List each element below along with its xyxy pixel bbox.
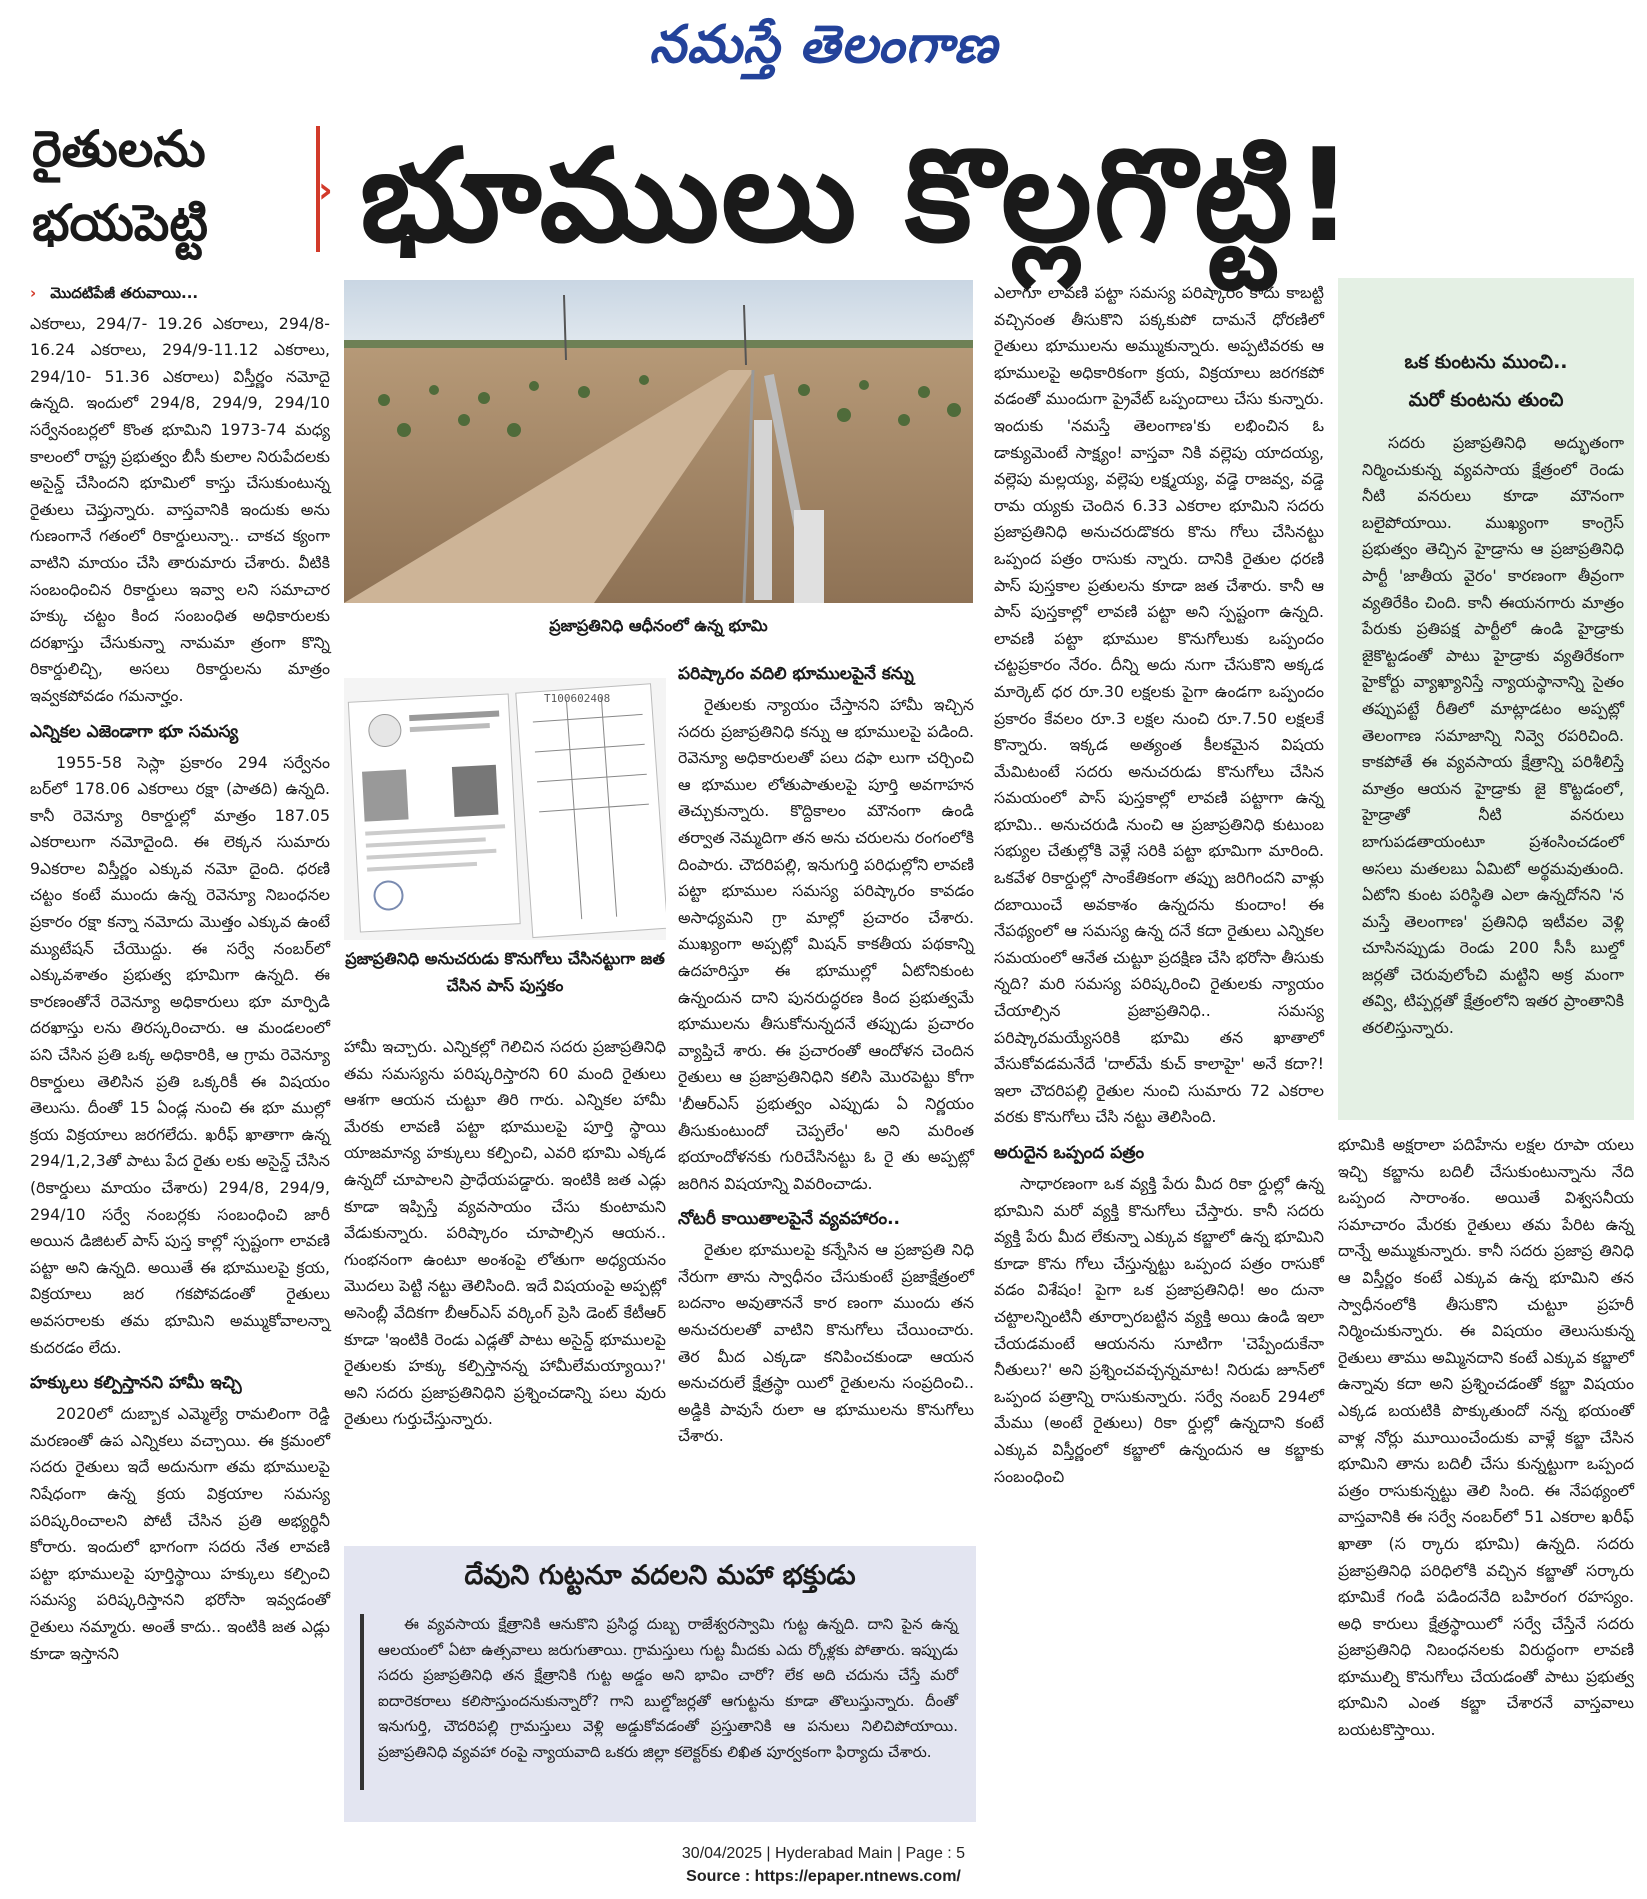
paragraph: భూమికి అక్షరాలా పదిహేను లక్షల రూపా యలు ఇచ్చి కబ్జాను బదిలీ చేసుకుంటున్నాను నేది ఒప్పంద సారాంశం. అయితే విశ్వసనీయ సమాచారం మేరకు రైతులు తమ పేరిట ఉన్న దాన్నే అమ్ముకున్నారు. కానీ సదరు ప్రజాప్ర తినిధి ఆ విస్తీర్ణం కంటే ఎక్కువ ఉన్న భూమిని తన స్వాధీనంలోకి తీసుకొని చుట్టూ ప్రహరీ నిర్మించుకున్నారు. ఈ విషయం తెలుసుకున్న రైతులు తాము అమ్మినదాని కంటే ఎక్కువ కబ్జాలో ఉన్నావు కదా అని ప్రశ్నించడంతో కబ్జా విషయం ఎక్కడ బయటికి పొక్కుతుందో నన్న భయంతో వాళ్ల నోర్లు మూయించేందుకు వాళ్లే కబ్జా చేసిన భూమిని తాను బదిలీ చేసు కున్నట్టుగా ఒప్పంద పత్రం రాసుకున్నట్టు తెలి సింది. ఈ నేపథ్యంలో వాస్తవానికి ఈ సర్వే నంబర్‌లో 51 ఎకరాల ఖరీఫ్ ఖాతా (స ర్కారు భూమి) ఉన్నది. సదరు ప్రజాప్రతినిధి పరిధిలోకి వచ్చిన కబ్జాతో సర్కారు భూమికే గండి పడిందనేది బహిరంగ రహస్యం. అధి కారులు క్షేత్రస్థాయిలో సర్వే చేస్తేనే సదరు ప్రజాప్రతినిధి నిబంధనలకు విరుద్ధంగా లావణి భూముల్ని కొనుగోలు చేయడంతో పాటు ప్రభుత్వ భూమిని ఎంత కబ్జా చేశారనే వాస్తవాలు బయటకొస్తాయి. bbox=[1338, 1135, 1634, 1740]
footer-edition-line: 30/04/2025 | Hyderabad Main | Page : 5 bbox=[681, 1845, 966, 1862]
paragraph: రైతులకు న్యాయం చేస్తానని హామీ ఇచ్చిన సదరు ప్రజాప్రతినిధి కన్ను ఆ భూములపై పడింది. రెవెన్యూ అధికారులతో పలు దఫా లుగా చర్చించి ఆ భూముల లోతుపాతులపై పూర్తి అవగాహన తెచ్చుకున్నారు. కొద్దికాలం మౌనంగా ఉండి తర్వాత నెమ్మదిగా తన అను చరులను రంగంలోకి దింపారు. చౌదరిపల్లి, ఇనుగుర్తి పరిధుల్లోని లావణి పట్టా భూముల సమస్య పరిష్కారం కావడం అసాధ్యమని గ్రా మాల్లో ప్రచారం చేశారు. ముఖ్యంగా అప్పట్లో మిషన్ కాకతీయ పథకాన్ని ఉదహరిస్తూ ఈ భూముల్లో ఏటోనికుంట ఉన్నందున దాని పునరుద్ధరణ కింద ప్రభుత్వమే భూములను తీసుకోనున్నదనే తప్పుడు ప్రచారం వ్యాప్తిచే శారు. ఈ ప్రచారంతో ఆందోళన చెందిన రైతులు ఆ ప్రజాప్రతినిధిని కలిసి మొరపెట్టు కోగా 'బీఆర్‌ఎస్ ప్రభుత్వం ఎప్పుడు ఏ నిర్ణయం తీసుకుంటుందో చెప్పలేం' అని మరింత భయాందోళనకు గురిచేసినట్టు ఓ రై తు అప్పట్లో జరిగిన విషయాన్ని వివరించాడు. bbox=[678, 695, 974, 1193]
sidebar-story bbox=[1338, 278, 1634, 1120]
paragraph: 1955-58 సెస్లా ప్రకారం 294 సర్వేనం బర్‌లో 178.06 ఎకరాలు రక్షా (పాతది) ఉన్నది. కానీ రెవెన్యూ రికార్డుల్లో మాత్రం 187.05 ఎకరాలుగా నమోదైంది. ఈ లెక్కన సుమారు 9ఎకరాల విస్తీర్ణం ఎక్కువ నమో దైంది. ధరణి చట్టం కంటే ముందు ఉన్న రెవెన్యూ నిబంధనల ప్రకారం రక్షా కన్నా నమోదు మొత్తం ఎక్కువ ఉంటే మ్యుటేషన్ చేయొద్దు. ఈ సర్వే నంబర్‌లో ఎక్కువశాతం ప్రభుత్వ భూమిగా ఉన్నది. ఈ కారణంతోనే రెవెన్యూ అధికారులు భూ మార్పిడి దరఖాస్తు లను తిరస్కరించారు. ఆ మండలంలో పని చేసిన ప్రతి ఒక్క అధికారికి, ఆ గ్రామ రెవెన్యూ రికార్డులు తెలిసిన ప్రతి ఒక్కరికీ ఈ విషయం తెలుసు. దీంతో 15 ఏండ్ల నుంచి ఈ భూ ముల్లో క్రయ విక్రయాలు జరగలేదు. ఖరీఫ్ ఖాతాగా ఉన్న 294/1,2,3తో పాటు పేద రైతు లకు అసైన్డ్ చేసిన (రికార్డులు మాయం చేశారు) 294/8, 294/9, 294/10 సర్వే నంబర్లకు సంబంధించి జారీ అయిన డిజిటల్ పాస్ పుస్త కాల్లో స్పష్టంగా లావణి పట్టా అని ఉన్నది. అయితే ఈ భూములపై క్రయ, విక్రయాలు జర గకపోవడంతో రైతులు అవసరాలకు తమ భూమిని అమ్ముకోవాలన్నా కుదరడం లేదు. bbox=[30, 752, 330, 1357]
subheading: పరిష్కారం వదిలి భూములపైనే కన్ను bbox=[678, 664, 914, 684]
subheading: హక్కులు కల్పిస్తానని హామీ ఇచ్చి bbox=[30, 1373, 242, 1394]
photo-caption: ప్రజాప్రతినిధి అనుచరుడు కొనుగోలు చేసినట్టుగా జత చేసిన పాస్ పుస్తకం bbox=[345, 949, 665, 995]
footer-source-link[interactable]: Source : https://epaper.ntnews.com/ bbox=[686, 1868, 961, 1885]
paragraph: ఎలాగూ లావణి పట్టా సమస్య పరిష్కారం కాదు కాబట్టి వచ్చినంత తీసుకొని పక్కకుపో దామనే ధోరణిలో రైతులు భూములను అమ్ముకున్నారు. అప్పటివరకు ఆ భూములపై అధికారికంగా క్రయ, విక్రయాలు జరగకపో వడంతో ముందుగా ప్రైవేట్ ఒప్పందాలు చేసు కున్నారు. ఇందుకు 'నమస్తే తెలంగాణ'కు లభించిన ఓ డాక్యుమెంటే సాక్ష్యం! వాస్తవా నికి వల్లెపు యాదయ్య, వల్లెపు మల్లయ్య, వల్లెపు లక్ష్మయ్య, వడ్డె రాజవ్వ, వడ్డె రామ య్యకు చెందిన 6.33 ఎకరాల భూమిని సదరు ప్రజాప్రతినిధి అనుచరుడొకరు కొను గోలు చేసినట్టు ఒప్పంద పత్రం రాసుకు న్నారు. దానికి రైతుల ధరణి పాస్ పుస్తకాల ప్రతులను కూడా జత చేశారు. కానీ ఆ పాస్ పుస్తకాల్లో లావణి పట్టా అని స్పష్టంగా ఉన్నది. లావణి పట్టా భూముల కొనుగోలుకు ఒప్పందం చట్టప్రకారం నేరం. దీన్ని అదు నుగా చేసుకొని అక్కడ మార్కెట్ ధర రూ.30 లక్షలకు పైగా ఉండగా ఒప్పందం ప్రకారం కేవలం రూ.3 లక్షల నుంచి రూ.7.50 లక్షలకే కొన్నారు. ఇక్కడ అత్యంత కీలకమైన విషయ మేమిటంటే సదరు అనుచరుడు కొనుగోలు చేసిన సమయంలో పాస్ పుస్తకాల్లో లావణి పట్టాగా ఉన్న భూమి.. అనుచరుడి నుంచి ఆ ప్రజాప్రతినిధి కుటుంబ సభ్యుల చేతుల్లోకి వెళ్లే సరికి పట్టా భూమిగా మారింది. ఒకవేళ రికార్డుల్లో సాంకేతికంగా తప్పు జరిగిందని వాళ్లు దబాయించే అవకాశం ఉన్నదను కుందాం! ఈ నేపథ్యంలో ఆ సమస్య ఉన్న దనే కదా రైతులు ఎన్నికల సమయంలో ఆనేత చుట్టూ ప్రదక్షిణ చేసి భరోసా తీసుకు న్నది? మరి సమస్య పరిష్కరించి రైతులకు న్యాయం చేయాల్సిన ప్రజాప్రతినిధి.. సమస్య పరిష్కారమయ్యేసరికి భూమి తన ఖాతాలో వేసుకోవడమనేదే 'దాల్‌మే కుచ్ కాలాహై' అనే కదా?! ఇలా చౌదరిపల్లి రైతుల నుంచి సుమారు 72 ఎకరాల వరకు కొనుగోలు చేసి నట్టు తెలిసింది. bbox=[994, 283, 1324, 1127]
sidebar-title: ఒక కుంటను ముంచి.. bbox=[1404, 351, 1568, 373]
paragraph: 2020లో దుబ్బాక ఎమ్మెల్యే రామలింగా రెడ్డి మరణంతో ఉప ఎన్నికలు వచ్చాయి. ఈ క్రమంలో సదరు రైతులు ఇదే అదునుగా తమ భూములపై నిషేధంగా ఉన్న క్రయ విక్రయాల సమస్య పరిష్కరించాలని పోటీ చేసిన ప్రతి అభ్యర్థినీ కోరారు. ఇందులో భాగంగా సదరు నేత లావణి పట్టా భూములపై పూర్తిస్థాయి హక్కులు కల్పించి సమస్య పరిష్కరిస్తానని భరోసా ఇవ్వడంతో రైతులు నమ్మారు. అంతే కాదు.. ఇంటికి జత ఎడ్లు కూడా ఇస్తానని bbox=[30, 1404, 330, 1663]
masthead-logo: నమస్తే తెలంగాణ bbox=[649, 14, 998, 75]
paragraph: ఎకరాలు, 294/7- 19.26 ఎకరాలు, 294/8-16.24 ఎకరాలు, 294/9-11.12 ఎకరాలు, 294/10- 51.36 ఎకరాలు) విస్తీర్ణం నమోదై ఉన్నది. ఇందులో 294/8, 294/9, 294/10 సర్వేనంబర్లలో కొంత భూమిని 1973-74 మధ్య కాలంలో రాష్ట్ర ప్రభుత్వం బీసీ కులాల నిరుపేదలకు అసైన్డ్ చేసిందని భూమిలో కాస్తు చేసుకుంటున్న రైతులు చెప్తున్నారు. వాస్తవానికి ఇందుకు అను గుణంగానే గతంలో రికార్డులున్నా.. చాకచ క్యంగా వాటిని మాయం చేసి తారుమారు చేశారు. వీటికి సంబంధించిన రికార్డులు ఇవ్వా లని సమాచార హక్కు చట్టం కింద సంబంధిత అధికారులకు దరఖాస్తు చేసుకున్నా నామమా త్రంగా కొన్ని రికార్డులిచ్చి, అసలు రికార్డులను మాత్రం ఇవ్వకపోవడం గమనార్హం. bbox=[30, 313, 330, 705]
sidebar-subtitle: మరో కుంటను తుంచి bbox=[1408, 389, 1564, 411]
document-serial: T100602408 bbox=[544, 692, 611, 705]
subheading: ఎన్నికల ఎజెండాగా భూ సమస్య bbox=[30, 721, 239, 742]
paragraph: హామీ ఇచ్చారు. ఎన్నికల్లో గెలిచిన సదరు ప్రజాప్రతినిధి తమ సమస్యను పరిష్కరిస్తారని 60 మంది రైతులు ఆశగా ఆయన చుట్టూ తిరి గారు. ఎన్నికల హామీ మేరకు లావణి పట్టా భూములపై పూర్తి స్థాయి యాజమాన్య హక్కులు కల్పించి, ఎవరి భూమి ఎక్కడ ఉన్నదో చూపాలని ప్రాధేయపడ్డారు. ఇంటికి జత ఎడ్లు కూడా ఇప్పిస్తే వ్యవసాయం చేసు కుంటామని వేడుకున్నారు. పరిష్కారం చూపాల్సిన ఆయన.. గుంభనంగా ఉంటూ అంశంపై లోతుగా అధ్యయనం మొదలు పెట్టి నట్టు తెలిసింది. ఇదే విషయంపై అప్పట్లో అసెంబ్లీ వేదికగా బీఆర్‌ఎస్ వర్కింగ్ ప్రెసి డెంట్ కేటీఆర్ కూడా 'ఇంటికి రెండు ఎడ్లతో పాటు అసైన్డ్ భూములపై రైతులకు హక్కు కల్పిస్తానన్న హామీలేమయ్యాయి?' అని సదరు ప్రజాప్రతినిధిని ప్రశ్నించడాన్ని పలు వురు రైతులు గుర్తుచేస్తున్నారు. bbox=[344, 1037, 666, 1429]
box-accent-bar bbox=[360, 1614, 364, 1790]
paragraph: ఈ వ్యవసాయ క్షేత్రానికి ఆనుకొని ప్రసిద్ధ దుబ్బ రాజేశ్వరస్వామి గుట్ట ఉన్నది. దాని పైన ఉన్న ఆలయంలో ఏటా ఉత్సవాలు జరుగుతాయి. గ్రామస్తులు గుట్ట మీదకు ఎదు ర్కోళ్లకు పోతారు. ఇప్పుడు సదరు ప్రజాప్రతినిధి తన క్షేత్రానికి గుట్ట అడ్డం అని భావిం చారో? లేక అది చదును చేస్తే మరో ఐదారెకరాలు కలిసొస్తుందనుకున్నారో? గాని బుల్డోజర్లతో ఆగుట్టను కూడా తొలుస్తున్నారు. దీంతో ఇనుగుర్తి, చౌదరిపల్లి గ్రామస్తులు వెళ్లి అడ్డుకోవడంతో ప్రస్తుతానికి ఆ పనులు నిలిచిపోయాయి. ప్రజాప్రతినిధి వ్యవహా రంపై న్యాయవాది ఒకరు జిల్లా కలెక్టర్‌కు లిఖిత పూర్వకంగా ఫిర్యాదు చేశారు. bbox=[378, 1615, 958, 1761]
continued-label: మొదటిపేజీ తరువాయి... bbox=[50, 284, 199, 302]
chevron-right-icon: › bbox=[30, 284, 37, 302]
photo-caption: ప్రజాప్రతినిధి ఆధీనంలో ఉన్న భూమి bbox=[549, 616, 768, 635]
article-column-1 bbox=[30, 280, 330, 1671]
box-title: దేవుని గుట్టనూ వదలని మహా భక్తుడు bbox=[464, 1560, 856, 1591]
farmland-photo bbox=[344, 280, 973, 603]
paragraph: రైతుల భూములపై కన్నేసిన ఆ ప్రజాప్రతి నిధి నేరుగా తాను స్వాధీనం చేసుకుంటే ప్రజాక్షేత్రంలో బదనాం అవుతాననే కార ణంగా ముందు తన అనుచరులతో వాటిని కొనుగోలు చేయించారు. తెర మీద ఎక్కడా కనిపించకుండా ఆయన అనుచరులే క్షేత్రస్థా యిలో రైతులను సంప్రదించి.. అడ్డికి పావుసే రులా ఆ భూములను కొనుగోలు చేశారు. bbox=[678, 1240, 974, 1446]
boxed-story bbox=[344, 1546, 976, 1822]
box-body bbox=[378, 1612, 958, 1769]
paragraph: సాధారణంగా ఒక వ్యక్తి పేరు మీద రికా ర్డుల్లో ఉన్న భూమిని మరో వ్యక్తి కొనుగోలు చేస్తారు. కానీ సదరు వ్యక్తి పేరు మీద లేకున్నా ఎక్కువ కబ్జాలో ఉన్న భూమిని కూడా కొను గోలు చేస్తున్నట్టు ఒప్పంద పత్రం రాసుకో వడం విశేషం! పైగా ఒక ప్రజాప్రతినిధి! అం దునా చట్టాలన్నింటినీ తూర్పారబట్టిన వ్యక్తి అయి ఉండి ఇలా చేయడమంటే ఆయనను సూటిగా 'చెప్పేందుకేనా నీతులు?' అని ప్రశ్నించవచ్చన్నమాట! నిరుడు జూన్‌లో ఒప్పంద పత్రాన్ని రాసుకున్నారు. సర్వే నంబర్ 294లో మేము (అంటే రైతులు) రికా ర్డుల్లో ఉన్నదాని కంటే ఎక్కువ విస్తీర్ణంలో కబ్జాలో ఉన్నందున ఆ కబ్జాకు సంబంధించి bbox=[994, 1174, 1324, 1486]
subheading: నోటరీ కాయితాలపైనే వ్యవహారం.. bbox=[678, 1209, 900, 1230]
passbook-photo bbox=[344, 678, 666, 940]
chevron-right-icon: › bbox=[318, 170, 333, 211]
sidebar-body bbox=[1362, 430, 1624, 1046]
article-column-4 bbox=[994, 280, 1324, 1494]
article-column-3 bbox=[678, 662, 974, 1454]
paragraph: సదరు ప్రజాప్రతినిధి అద్భుతంగా నిర్మించుకున్న వ్యవసాయ క్షేత్రంలో రెండు నీటి వనరులు కూడా మౌనంగా బలైపోయాయి. ముఖ్యంగా కాంగ్రెస్ ప్రభుత్వం తెచ్చిన హైడ్రాను ఆ ప్రజాప్రతినిధి పార్టీ 'జాతీయ వైరం' కారణంగా తీవ్రంగా వ్యతిరేకిం చింది. కానీ ఈయనగారు మాత్రం పేరుకు ప్రతిపక్ష పార్టీలో ఉండి హైడ్రాకు జైకొట్టడంతో పాటు హైడ్రాకు వ్యతిరేకంగా హైకోర్టు వ్యాఖ్యానిస్తే న్యాయస్థానాన్ని సైతం తప్పుపట్టే రీతిలో మాట్లాడటం అప్పట్లో తెలంగాణ సమాజాన్ని నివ్వె రపరిచింది. కాకపోతే ఈ వ్యవసాయ క్షేత్రాన్ని పరిశీలిస్తే మాత్రం ఆయన హైడ్రాకు జై కొట్టడంలో, హైడ్రాతో నీటి వనరులు బాగుపడతాయంటూ ప్రశంసించడంలో అసలు మతలబు ఏమిటో అర్థమవుతుంది. ఏటోని కుంట పరిస్థితి ఎలా ఉన్నదోనని 'న మస్తే తెలంగాణ' ప్రతినిధి ఇటీవల వెళ్లి చూసినప్పుడు రెండు 200 సీసీ బుల్డో జర్లతో చెరువులోంచి మట్టిని అక్ర మంగా తవ్వి, టిప్పర్లతో క్షేత్రంలోని ఇతర ప్రాంతానికి తరలిస్తున్నారు. bbox=[1362, 433, 1624, 1038]
kicker: రైతులను భయపెట్టి bbox=[32, 120, 208, 252]
page-headline: భూములు కొల్లగొట్టి! bbox=[360, 122, 1356, 271]
subheading: అరుదైన ఒప్పంద పత్రం bbox=[994, 1143, 1145, 1163]
article-column-5 bbox=[1338, 1132, 1634, 1748]
article-column-2 bbox=[344, 1034, 666, 1437]
